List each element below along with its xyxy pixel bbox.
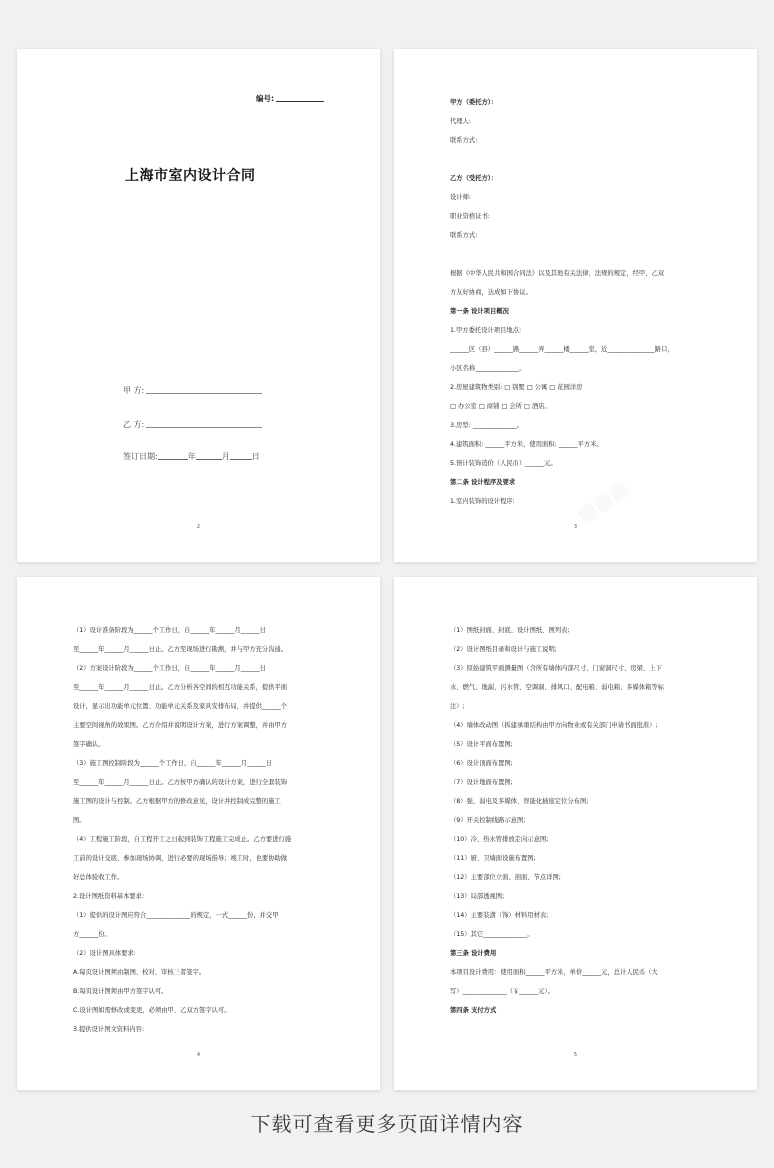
text-line: （14）主要装潢（饰）材料用材表; — [450, 912, 549, 919]
text-line: 2.设计图纸资料基本要求: — [73, 893, 145, 900]
text-line: （2）设计图具体要求: — [73, 950, 136, 957]
text-line: （15）其它______________。 — [450, 931, 534, 938]
contract-number-label: 编号: — [256, 94, 274, 103]
contract-number — [256, 93, 324, 104]
text-line: （11）厨、卫墙面设施布置图; — [450, 855, 536, 862]
text-line: ______区（县）______路______弄______楼______室，近_______________路口， — [450, 346, 674, 353]
text-line: 设计，显示出功能单元位置、功能单元关系及家具安排布局，并提供______个 — [73, 703, 288, 710]
party-a-label: 甲 方: — [123, 386, 145, 395]
section-heading: 乙方（受托方）： — [450, 175, 498, 182]
section-heading: 第二条 设计程序及要求 — [450, 479, 516, 486]
text-line: 5.预计装饰造价（人民币）______元。 — [450, 460, 557, 467]
text-line: （3）原始建筑平面测量图（含所有墙体内部尺寸、门窗洞尺寸、房梁、上下 — [450, 665, 662, 672]
text-line: （8）强、弱电及多媒体、智能化插座定位分布图; — [450, 798, 589, 805]
text-line: 写）______________（￥______元）。 — [450, 988, 554, 995]
party-a-blank — [146, 393, 262, 394]
month-blank — [196, 459, 222, 460]
text-line: 图。 — [73, 817, 86, 824]
sign-date-label: 签订日期: — [123, 452, 158, 461]
page-number: 4 — [196, 1052, 201, 1058]
section-heading: 第一条 设计项目概况 — [450, 308, 509, 315]
text-line: （12）主要部位立面、剖面、节点详图; — [450, 874, 561, 881]
text-line: 联系方式: — [450, 137, 478, 144]
text-line: （6）设计顶面布置图; — [450, 760, 513, 767]
text-line: 方友好协商，达成如下协议。 — [450, 289, 532, 296]
text-line: （2）设计图纸目录和设计与施工说明; — [450, 646, 557, 653]
text-line: A.每页设计图须由制图、校对、审核三者签字。 — [73, 969, 206, 976]
text-line: C.设计图如需修改或变更，必须由甲、乙双方签字认可。 — [73, 1007, 231, 1014]
text-line: 施工图的设计与控制。乙方根据甲方的修改意见，设计并控制成完整的施工 — [73, 798, 281, 805]
text-line: 3.房型: ______________。 — [450, 422, 524, 429]
text-line: 至______年______月______日止。乙方按甲方确认的设计方案，进行全套装饰 — [73, 779, 288, 786]
party-b-field — [123, 419, 262, 430]
text-line: 4.建筑面积: ______平方米，使用面积: ______平方米。 — [450, 441, 603, 448]
text-line: 至______年______月______日止。乙方至现场进行勘测，并与甲方充分沟通。 — [73, 646, 288, 653]
text-line: 设计师: — [450, 194, 472, 201]
document-page-4 — [17, 577, 380, 1090]
page-number: 2 — [196, 524, 201, 530]
text-line: 至______年______月______日止。乙方分析各空间的相互功能关系，提供平面 — [73, 684, 288, 691]
page-number: 3 — [573, 524, 578, 530]
text-line — [450, 245, 713, 264]
contract-title: 上海市室内设计合同 — [125, 168, 256, 184]
page-5-body — [450, 621, 713, 1020]
text-line: （13）局部透视图; — [450, 893, 505, 900]
party-b-blank — [146, 427, 262, 428]
text-line: （5）设计平面布置图; — [450, 741, 513, 748]
party-a-field — [123, 385, 262, 396]
text-line: （1）图纸封面、封底、设计图纸、图列表; — [450, 627, 570, 634]
page-4-body — [73, 621, 336, 1039]
text-line: 好总体验收工作。 — [73, 874, 124, 881]
document-page-3 — [394, 49, 757, 562]
text-line — [450, 150, 713, 169]
document-page-5 — [394, 577, 757, 1090]
text-line: （1）设计准备阶段为______个工作日，自______年______月______日 — [73, 627, 266, 634]
day-label: 日 — [251, 452, 260, 461]
page-number: 5 — [573, 1052, 578, 1058]
text-line: 3.提供设计图文资料内容: — [73, 1026, 145, 1033]
year-label: 年 — [187, 452, 196, 461]
text-line: （2）方案设计阶段为______个工作日，自______年______月______日 — [73, 665, 266, 672]
month-label: 月 — [221, 452, 230, 461]
text-line: （10）冷、热水管排放走向示意图; — [450, 836, 549, 843]
text-line: 联系方式: — [450, 232, 478, 239]
text-line: 1.室内装饰的设计程序: — [450, 498, 515, 505]
text-line: 2.房屋建筑物类别: □ 别墅 □ 公寓 □ 花园洋房 — [450, 384, 583, 391]
text-line: 水、燃气、地漏、污水管、空调洞、排风口、配电箱、弱电箱、多媒体箱等标 — [450, 684, 665, 691]
text-line: 方______份。 — [73, 931, 111, 938]
text-line: 签字确认。 — [73, 741, 105, 748]
download-more-prompt[interactable]: 下载可查看更多页面详情内容 — [250, 1112, 524, 1136]
text-line: 职业资格证书: — [450, 213, 490, 220]
contract-number-blank — [276, 101, 324, 102]
sign-date-field — [123, 451, 260, 462]
text-line: （7）设计地面布置图; — [450, 779, 513, 786]
section-heading: 第三条 设计费用 — [450, 950, 497, 957]
text-line: 本项目设计费用：使用面积______平方米，单价______元，总计人民币（大 — [450, 969, 658, 976]
text-line: 代理人: — [450, 118, 472, 125]
text-line: B.每页设计图须由甲方签字认可。 — [73, 988, 168, 995]
year-blank — [158, 459, 188, 460]
text-line: □ 办公室 □ 商铺 □ 会所 □ 酒店。 — [450, 403, 551, 410]
text-line: 1.甲方委托设计项目地点: — [450, 327, 522, 334]
day-blank — [230, 459, 252, 460]
section-heading: 第四条 支付方式 — [450, 1007, 497, 1014]
text-line: 小区名称______________。 — [450, 365, 526, 372]
text-line: （9）开关控制线路示意图; — [450, 817, 526, 824]
text-line: （1）提供的设计图应符合______________的规定，一式______份，并交甲 — [73, 912, 279, 919]
text-line: 主要空间视角的效果图。乙方介绍并说明设计方案，进行方案调整，并由甲方 — [73, 722, 288, 729]
party-b-label: 乙 方: — [123, 420, 145, 429]
text-line: （3）施工图控制阶段为______个工作日，自______年______月______日 — [73, 760, 273, 767]
section-heading: 甲方（委托方）： — [450, 99, 498, 106]
text-line: 根据《中华人民共和国合同法》以及其他有关法律、法规的规定，经甲、乙双 — [450, 270, 665, 277]
text-line: 注）; — [450, 703, 465, 710]
text-line: （4）工程施工阶段，自工程开工之日起到装饰工程施工完成止。乙方要进行施 — [73, 836, 292, 843]
cover-page — [17, 49, 380, 562]
text-line: 工前的设计交底、参加现场协调，进行必要的现场指导；竣工时，也要协助做 — [73, 855, 288, 862]
text-line: （4）墙体改动图（拆建承重结构由甲方向物业或有关部门申请书面批准）; — [450, 722, 658, 729]
page-3-body — [450, 93, 713, 511]
